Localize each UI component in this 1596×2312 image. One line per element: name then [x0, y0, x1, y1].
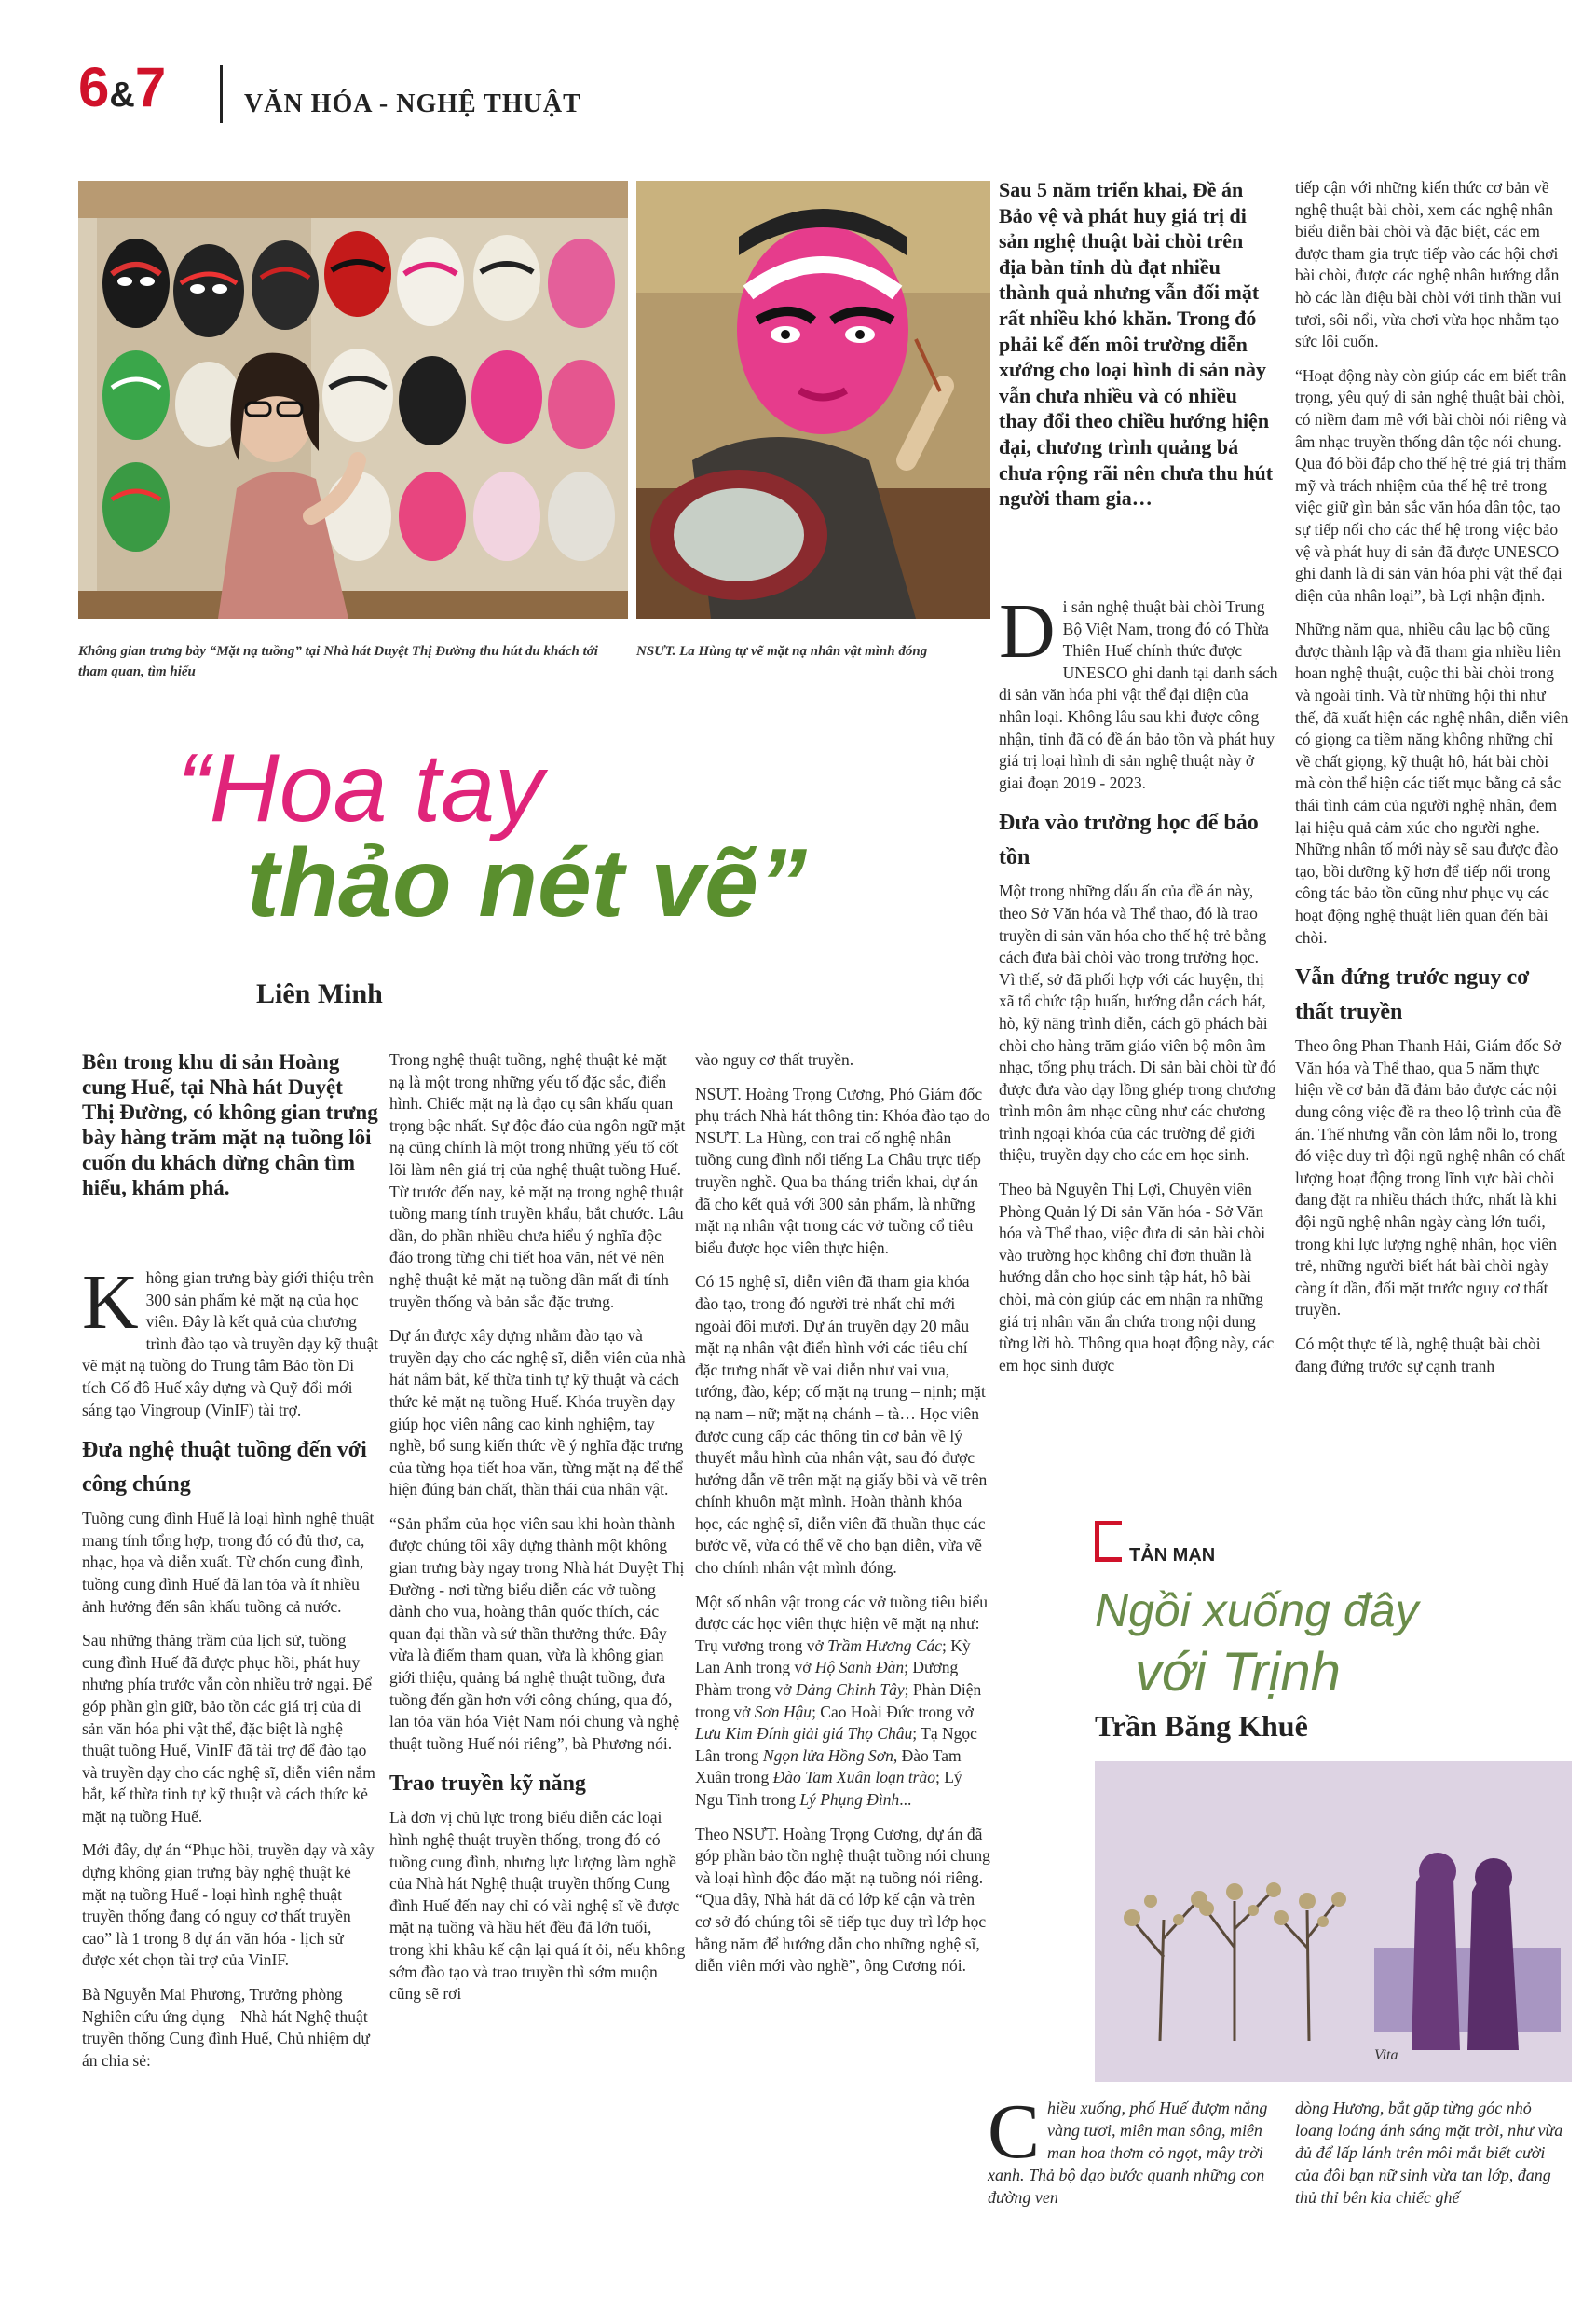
col5-paragraph-5: Có một thực tế là, nghệ thuật bài chòi đang đứng trước sự cạnh tranh [1295, 1334, 1541, 1375]
col5-paragraph-3: Những năm qua, nhiều câu lạc bộ cũng được thành lập và đã tham gia nhiều liên hoan nghệ thuật, cuộc thi bài chòi trong và ngoài tỉnh. Và từ những hội thi như thế, đã xuất hiện các nghệ nhân, diễn viên có giọng ca tiềm năng không những chỉ về chất giọng, kỹ thuật hô, hát bài chòi mà còn thể hiện các tiết mục bằng cả sắc thái tình cảm của người nghệ nhân, đem lại hiệu quả cảm xúc cho người nghe. Những nhân tố mới này sẽ sau được đào tạo, bồi dưỡng kỹ hơn để tiếp nối trong công tác bảo tồn cũng như phục vụ các hoạt động nghệ thuật liên quan đến bài chòi. [1295, 620, 1569, 947]
dropcap-k: K [82, 1259, 139, 1346]
essay-column-2 [1295, 2097, 1571, 2221]
col1-paragraph-4: Mới đây, dự án “Phục hồi, truyền dạy và xây dựng không gian trưng bày nghệ thuật kẻ mặt nạ tuồng Huế - loại hình nghệ thuật truyền thống đang có nguy cơ thất truyền cao” là 1 trong 8 dự án văn hóa - lịch sử được xét chọn tài trợ của VinIF. [82, 1840, 375, 1970]
headline-line-1: “Hoa tay [177, 734, 544, 842]
article-author: Liên Minh [256, 978, 383, 1009]
col1-paragraph-5: Bà Nguyễn Mai Phương, Trưởng phòng Nghiên cứu ứng dụng – Nhà hát Nghệ thuật truyền thống Cung đình Huế, Chủ nhiệm dự án chia sẻ: [82, 1985, 370, 2070]
subheading-3: Đưa vào trường học để bảo tồn [999, 811, 1259, 870]
essay-author: Trần Băng Khuê [1095, 1709, 1308, 1743]
subheading-4: Vẫn đứng trước nguy cơ thất truyền [1295, 965, 1530, 1025]
headline-line-2: thảo nét vẽ” [247, 829, 807, 937]
column-1 [82, 1259, 378, 2084]
col3-paragraph-4: Một số nhân vật trong các vở tuồng tiêu biểu được các học viên thực hiện vẽ mặt nạ như: Trụ vương trong vở Trầm Hương Các; Kỳ Lan Anh trong vở Hộ Sanh Đàn; Dương Phàm trong vở Đảng Chinh Tây; Phàn Diện trong vở Sơn Hậu; Cao Hoài Đức trong vở Lưu Kim Đính giải giá Thọ Châu; Tạ Ngọc Lân trong Ngọn lửa Hồng Sơn, Đào Tam Xuân trong Đào Tam Xuân loạn trào; Lý Ngu Tinh trong Lý Phụng Đình... [695, 1592, 988, 1809]
col3-paragraph-1: vào nguy cơ thất truyền. [695, 1050, 854, 1069]
col2-paragraph-4: Là đơn vị chủ lực trong biểu diễn các loại hình nghệ thuật truyền thống, trong đó có tuồng cung đình, nhưng lực lượng làm nghề của Nhà hát Nghệ thuật truyền thống Cung đình Huế đến nay chỉ có vài nghệ sĩ về được mặt nạ tuồng và hầu hết đều đã lớn tuổi, trong khi khâu kế cận lại quá ít ỏi, nếu không sớm đào tạo và trao truyền thì sớm muộn cũng sẽ rơi [389, 1808, 686, 2004]
essay-title-line-1: Ngồi xuống đây [1095, 1584, 1419, 1636]
caption-left: Không gian trưng bày “Mặt nạ tuồng” tại Nhà hát Duyệt Thị Đường thu hút du khách tới tham quan, tìm hiểu [78, 644, 598, 679]
essay-paragraph-1: hiều xuống, phố Huế đượm nắng vàng tươi, miên man sông, miên man hoa thơm cỏ ngọt, mây trời xanh. Thả bộ dạo bước quanh những con đường ven [988, 2099, 1268, 2207]
col2-paragraph-1: Trong nghệ thuật tuồng, nghệ thuật kẻ mặt nạ là một trong những yếu tố đặc sắc, điển hình. Chiếc mặt nạ là đạo cụ sân khấu quan trọng bậc nhất. Sự độc đáo của ngôn ngữ mặt nạ cũng chính là một trong những yếu tố cốt lõi làm nên giá trị của nghệ thuật tuồng Huế. Từ trước đến nay, kẻ mặt nạ trong nghệ thuật tuồng mang tính truyền khẩu, bắt chước. Lâu dần, do phần nhiều chưa hiểu ý nghĩa độc đáo trong từng chi tiết hoa văn, nét vẽ nên nghệ thuật kẻ mặt nạ tuồng dần mất đi tính truyền thống và bản sắc đặc trưng. [389, 1050, 686, 1311]
col3-paragraph-2: NSƯT. Hoàng Trọng Cương, Phó Giám đốc phụ trách Nhà hát thông tin: Khóa đào tạo do NSƯT. La Hùng, con trai cố nghệ nhân tuồng cung đình nổi tiếng La Châu trực tiếp truyền nghề. Qua ba tháng triển khai, dự án đã cho kết quả với 300 sản phẩm, là những mặt nạ nhân vật trong các vở tuồng cổ tiêu biểu được học viên thực hiện. [695, 1084, 990, 1257]
col5-paragraph-2: “Hoạt động này còn giúp các em biết trân trọng, yêu quý di sản nghệ thuật bài chòi, có niềm đam mê với bài chòi nói riêng và âm nhạc truyền thống dân tộc nói chung. Qua đó bồi đắp cho thế hệ trẻ giá trị thẩm mỹ và trách nhiệm của thế hệ trẻ trong việc giữ gìn bản sắc văn hóa dân tộc, tạo sự tiếp nối cho các thế hệ trong việc bảo vệ và phát huy di sản đã được UNESCO ghi danh là di sản văn hóa phi vật thể đại diện của nhân loại”, bà Lợi nhận định. [1295, 365, 1567, 605]
pull-quote: Sau 5 năm triển khai, Đề án Bảo vệ và phát huy giá trị di sản nghệ thuật bài chòi trên địa bàn tỉnh dù đạt nhiều thành quả nhưng vẫn đối mặt rất nhiều khó khăn. Trong đó phải kể đến môi trường diễn xướng cho loại hình di sản này vẫn chưa nhiều và có nhiều thay đổi theo chiều hướng hiện đại, chương trình quảng bá chưa rộng rãi nên chưa thu hút người tham gia… [999, 178, 1274, 511]
col4-paragraph-2: Một trong những dấu ấn của đề án này, theo Sở Văn hóa và Thể thao, đó là trao truyền di sản văn hóa cho thế hệ trẻ bằng cách đưa bài chòi vào trong trường học. Vì thế, sở đã phối hợp với các huyện, thị xã tổ chức tập huấn, hướng dẫn cách hát, hò, kỹ năng trình diễn, cách gõ phách bài chòi cho hàng trăm giáo viên bộ môn âm nhạc, tổng phụ trách. Di sản bài chòi từ đó được đưa vào dạy lồng ghép trong chương trình môn âm nhạc cũng như các chương trình ngoại khóa của các trường để giới thiệu, truyền dạy cho các em học sinh. [999, 882, 1276, 1165]
dropcap-c: C [988, 2088, 1041, 2175]
column-5 [1295, 177, 1571, 1389]
caption-right: NSƯT. La Hùng tự vẽ mặt nạ nhân vật mình đóng [636, 644, 928, 659]
essay-paragraph-2: dòng Hương, bắt gặp từng góc nhỏ loang loáng ánh sáng mặt trời, như vừa đủ để lấp lánh trên môi mắt biết cười của đôi bạn nữ sinh vừa tan lớp, đang thủ thỉ bên kia chiếc ghế [1295, 2099, 1563, 2207]
essay-column-1 [988, 2088, 1276, 2221]
col2-paragraph-3: “Sản phẩm của học viên sau khi hoàn thành được chúng tôi xây dựng thành một không gian trưng bày ngay trong Nhà hát Duyệt Thị Đường - nơi từng biểu diễn các vở tuồng dành cho vua, hoàng thân quốc thích, các quan đại thần và sứ thần thưởng thức. Đây vừa là điểm tham quan, vừa là không gian giới thiệu, quảng bá nghệ thuật tuồng, đưa tuồng đến gần hơn với công chúng, qua đó, lan tỏa văn hóa Việt Nam nói chung và nghệ thuật tuồng Huế nói riêng”, bà Phương nói. [389, 1513, 685, 1753]
essay-illustration [1095, 1761, 1572, 2082]
photo-mask-exhibition [78, 181, 628, 619]
col5-paragraph-1: tiếp cận với những kiến thức cơ bản về nghệ thuật bài chòi, xem các nghệ nhân biểu diễn bài chòi và đặc biệt, các em được tham gia trực tiếp vào các hội chơi bài chòi, được các nghệ nhân hướng dẫn hò các làn điệu bài chòi với tinh thần vui tươi, sôi nổi, vừa chơi vừa học nhằm tạo sức lôi cuốn. [1295, 178, 1562, 351]
col1-paragraph-2: Tuồng cung đình Huế là loại hình nghệ thuật mang tính tổng hợp, trong đó có đủ thơ, ca, nhạc, họa và diễn xuất. Từ chốn cung đình, tuồng cung đình Huế đã lan tỏa và ít nhiều ảnh hưởng đến sân khấu tuồng cả nước. [82, 1509, 375, 1616]
page-number-right: 7 [134, 56, 167, 118]
ampersand: & [109, 75, 135, 115]
column-2 [389, 1049, 686, 2018]
column-3 [695, 1049, 991, 1990]
col1-paragraph-1: hông gian trưng bày giới thiệu trên 300 sản phẩm kẻ mặt nạ của học viên. Đây là kết quả của chương trình đào tạo và truyền dạy kỹ thuật vẽ mặt nạ tuồng do Trung tâm Bảo tồn Di tích Cố đô Huế xây dựng và Quỹ đổi mới sáng tạo Vingroup (VinIF) tài trợ. [82, 1268, 378, 1419]
col3-paragraph-5: Theo NSƯT. Hoàng Trọng Cương, dự án đã góp phần bảo tồn nghệ thuật tuồng nói chung và loại hình độc đáo mặt nạ tuồng nói riêng. “Qua đây, Nhà hát đã có lớp kế cận và trên cơ sở đó chúng tôi sẽ tiếp tục duy trì lớp học hằng năm để hướng dẫn cho những nghệ sĩ, diễn viên mới vào nghề”, ông Cương nói. [695, 1824, 990, 1976]
col1-paragraph-3: Sau những thăng trầm của lịch sử, tuồng cung đình Huế đã được phục hồi, phát huy nhưng phía trước vẫn còn nhiều trở ngại. Để góp phần gìn giữ, bảo tồn các giá trị của di sản văn hóa phi vật thể, đặc biệt là nghệ thuật tuồng Huế, VinIF đã tài trợ để đào tạo và truyền dạy cho các nghệ sĩ, diễn viên nắm bắt, kế thừa tinh tự kỹ thuật và cách thức kẻ mặt nạ tuồng Huế. [82, 1631, 375, 1826]
article-lead: Bên trong khu di sản Hoàng cung Huế, tại Nhà hát Duyệt Thị Đường, có không gian trưng bày hàng trăm mặt nạ tuồng lôi cuốn du khách dừng chân tìm hiểu, khám phá. [82, 1050, 378, 1199]
essay-title-line-2: với Trịnh [1135, 1642, 1341, 1703]
col4-paragraph-3: Theo bà Nguyễn Thị Lợi, Chuyên viên Phòng Quản lý Di sản Văn hóa - Sở Văn hóa và Thể thao, việc đưa di sản bài chòi vào trường học không chỉ đơn thuần là hướng dẫn cho học sinh tập hát, hô bài chòi, mà còn giúp các em nhận ra những giá trị nhân văn ẩn chứa trong nội dung từng lời hò. Thông qua hoạt động này, các em học sinh được [999, 1180, 1275, 1375]
dropcap-d: D [999, 588, 1056, 675]
photo-artist-painting [636, 181, 990, 619]
tanman-label: TẢN MẠN [1129, 1545, 1216, 1566]
col5-paragraph-4: Theo ông Phan Thanh Hải, Giám đốc Sở Văn hóa và Thể thao, qua 5 năm thực hiện về cơ bản đã đảm bảo được các nội dung công việc đề ra theo lộ trình của đề án. Thế nhưng vẫn còn lắm nỗi lo, trong đó việc duy trì đội ngũ nghệ nhân có chất lượng hoạt động trong lĩnh vực bài chòi đang đặt ra nhiều thách thức, nhất là khi đội ngũ nghệ nhân ngày càng lớn tuổi, trong khi lực lượng nghệ nhân, học viên trẻ, những người biết hát bài chòi ngày càng ít dần, đối mặt trước nguy cơ thất truyền. [1295, 1036, 1566, 1320]
col4-paragraph-1: i sản nghệ thuật bài chòi Trung Bộ Việt Nam, trong đó có Thừa Thiên Huế chính thức được UNESCO ghi danh tại danh sách di sản văn hóa phi vật thể đại diện của nhân loại. Không lâu sau khi được công nhận, tỉnh đã có đề án bảo tồn và phát huy giá trị loại hình di sản nghệ thuật này ở giai đoạn 2019 - 2023. [999, 597, 1278, 792]
subheading-1: Đưa nghệ thuật tuồng đến với công chúng [82, 1438, 367, 1498]
column-4 [999, 588, 1278, 1389]
header-divider [220, 65, 223, 123]
col3-paragraph-3: Có 15 nghệ sĩ, diễn viên đã tham gia khóa đào tạo, trong đó người trẻ nhất chỉ mới ngoài đôi mươi. Dự án truyền dạy 20 mẫu mặt nạ nhân vật điển hình với các tiêu chí đặc trưng nhất về vai diễn như vai vua, tướng, đào, kép; cố mặt nạ trung – nịnh; mặt nạ nam – nữ; mặt nạ chánh – tà… Học viên được cung cấp các thông tin cơ bản về lý thuyết mẫu hình của nhân vật, sau đó được hướng dẫn vẽ trên mặt nạ giấy bồi và vẽ trên chính khuôn mặt mình. Hoàn thành khóa học, các nghệ sĩ, diễn viên đã thuần thục các bước vẽ, vừa có thể vẽ cho bạn diễn, vừa vẽ cho chính nhân vật mình đóng. [695, 1272, 988, 1578]
page-number-left: 6 [78, 56, 110, 118]
col2-paragraph-2: Dự án được xây dựng nhằm đào tạo và truyền dạy cho các nghệ sĩ, diễn viên của nhà hát nắm bắt, kế thừa tinh tự kỹ thuật và cách thức kẻ mặt nạ tuồng Huế. Khóa truyền dạy giúp học viên nâng cao kinh nghiệm, tay nghề, bổ sung kiến thức về ý nghĩa đặc trưng của từng họa tiết hoa văn, từng mặt nạ để thể hiện đúng bản chất, thần thái của nhân vật. [389, 1326, 686, 1499]
page-numbers [78, 56, 167, 123]
illustration-signature: Vita [1374, 2047, 1398, 2063]
section-title: VĂN HÓA - NGHỆ THUẬT [244, 89, 581, 118]
subheading-2: Trao truyền kỹ năng [389, 1772, 586, 1797]
tanman-marker [1095, 1521, 1122, 1562]
